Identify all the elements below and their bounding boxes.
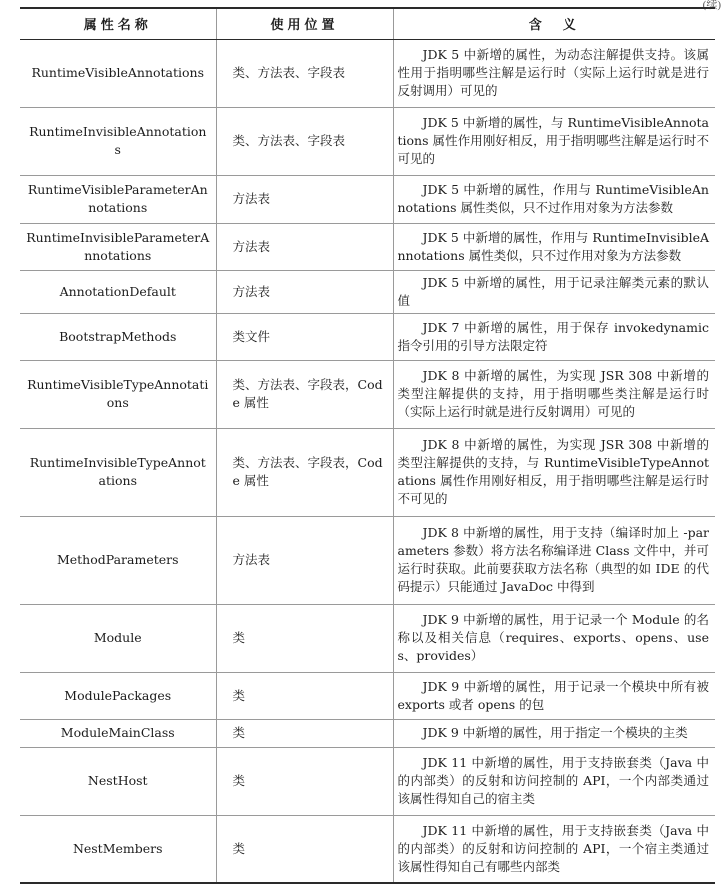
table-row [20,223,715,270]
meaning-cell: JDK 11 中新增的属性，用于支持嵌套类（Java 中的内部类）的反射和访问控制的 API，一个宿主类通过该属性得知自己有哪些内部类 [393,815,715,883]
table-row [20,516,715,604]
meaning-cell: JDK 9 中新增的属性，用于记录一个模块中所有被 exports 或者 opens 的包 [393,672,715,719]
table-row [20,428,715,516]
location-cell: 类 [216,747,393,815]
table-row [20,747,715,815]
location-cell: 类 [216,672,393,719]
location-cell: 类、方法表、字段表，Code 属性 [216,360,393,428]
table-row [20,270,715,313]
location-cell: 类 [216,719,393,747]
meaning-cell: JDK 5 中新增的属性，作用与 RuntimeVisibleAnnotations 属性类似，只不过作用对象为方法参数 [393,175,715,223]
table-row [20,313,715,360]
header-location: 使用位置 [216,8,393,39]
location-cell: 类文件 [216,313,393,360]
class-attribute-table [20,7,715,884]
meaning-cell: JDK 9 中新增的属性，用于记录一个 Module 的名称以及相关信息（requires、exports、opens、uses、provides） [393,604,715,672]
location-cell: 方法表 [216,270,393,313]
meaning-cell: JDK 5 中新增的属性，作用与 RuntimeInvisibleAnnotations 属性类似，只不过作用对象为方法参数 [393,223,715,270]
location-cell: 方法表 [216,516,393,604]
location-cell: 类、方法表、字段表 [216,107,393,175]
meaning-cell: JDK 8 中新增的属性，为实现 JSR 308 中新增的类型注解提供的支持，用于指明哪些类注解是运行时（实际上运行时就是进行反射调用）可见的 [393,360,715,428]
attribute-name-cell: NestMembers [20,815,216,883]
table-row [20,672,715,719]
meaning-cell: JDK 8 中新增的属性，为实现 JSR 308 中新增的类型注解提供的支持，与 RuntimeVisibleTypeAnnotations 属性作用刚好相反，用于指明哪些注解是运行时不可见的 [393,428,715,516]
location-cell: 类、方法表、字段表，Code 属性 [216,428,393,516]
table-row [20,815,715,883]
meaning-cell: JDK 5 中新增的属性，用于记录注解类元素的默认值 [393,270,715,313]
attribute-name-cell: ModuleMainClass [20,719,216,747]
meaning-cell: JDK 5 中新增的属性，为动态注解提供支持。该属性用于指明哪些注解是运行时（实际上运行时就是进行反射调用）可见的 [393,39,715,107]
location-cell: 类 [216,604,393,672]
table-row [20,175,715,223]
attribute-name-cell: NestHost [20,747,216,815]
attribute-name-cell: RuntimeVisibleParameterAnnotations [20,175,216,223]
location-cell: 方法表 [216,175,393,223]
attribute-name-cell: MethodParameters [20,516,216,604]
attribute-name-cell: RuntimeInvisibleParameterAnnotations [20,223,216,270]
location-cell: 类 [216,815,393,883]
attribute-name-cell: RuntimeInvisibleTypeAnnotations [20,428,216,516]
meaning-cell: JDK 7 中新增的属性，用于保存 invokedynamic 指令引用的引导方法限定符 [393,313,715,360]
header-meaning: 含 义 [393,8,715,39]
table-header [20,8,715,39]
attribute-name-cell: RuntimeVisibleTypeAnnotations [20,360,216,428]
attribute-name-cell: AnnotationDefault [20,270,216,313]
location-cell: 类、方法表、字段表 [216,39,393,107]
attribute-name-cell: BootstrapMethods [20,313,216,360]
header-row [20,8,715,39]
table-body [20,39,715,883]
header-attribute-name: 属性名称 [20,8,216,39]
attribute-name-cell: ModulePackages [20,672,216,719]
meaning-cell: JDK 5 中新增的属性，与 RuntimeVisibleAnnotations 属性作用刚好相反，用于指明哪些注解是运行时不可见的 [393,107,715,175]
attribute-name-cell: RuntimeInvisibleAnnotations [20,107,216,175]
table-row [20,604,715,672]
table-row [20,360,715,428]
table-row [20,107,715,175]
table-row [20,719,715,747]
table-row [20,39,715,107]
continued-note: (续) [702,0,721,11]
meaning-cell: JDK 8 中新增的属性，用于支持（编译时加上 -parameters 参数）将方法名称编译进 Class 文件中，并可运行时获取。此前要获取方法名称（典型的如 IDE 的代码提示）只能通过 JavaDoc 中得到 [393,516,715,604]
location-cell: 方法表 [216,223,393,270]
attribute-name-cell: Module [20,604,216,672]
meaning-cell: JDK 11 中新增的属性，用于支持嵌套类（Java 中的内部类）的反射和访问控制的 API，一个内部类通过该属性得知自己的宿主类 [393,747,715,815]
attribute-name-cell: RuntimeVisibleAnnotations [20,39,216,107]
meaning-cell: JDK 9 中新增的属性，用于指定一个模块的主类 [393,719,715,747]
